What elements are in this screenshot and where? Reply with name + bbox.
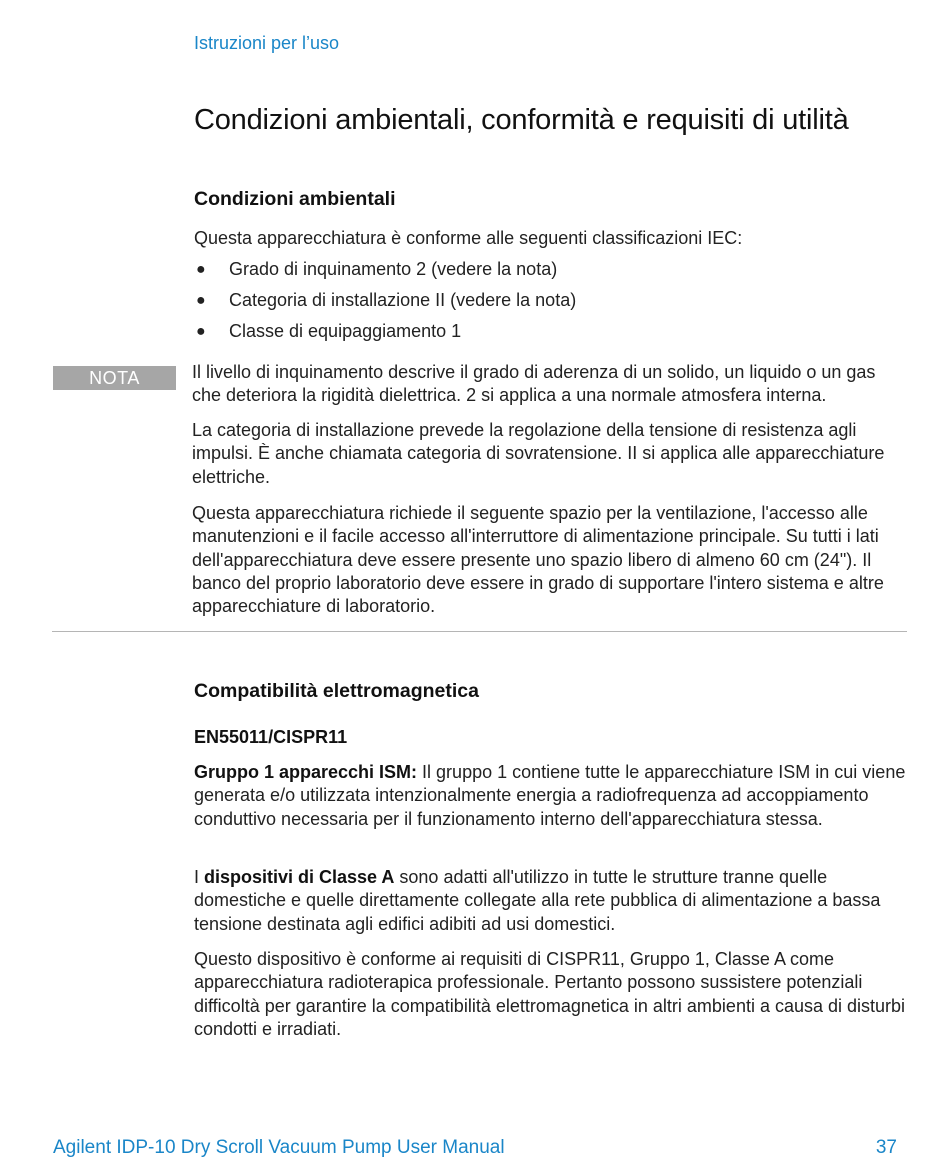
list-item [194,285,909,316]
emc-text: Questo dispositivo è conforme ai requisiti di CISPR11, Gruppo 1, Classe A come apparecchiatura radioterapica professionale. Pertanto possono sussistere potenziali difficoltà per garantire la compatibilità elettromagnetica in altri ambienti a causa di disturbi condotti e irradiati. [194,949,906,1039]
emc-paragraph-1 [194,761,909,831]
list-item [194,254,909,285]
bullet-icon: ● [196,261,206,278]
environment-intro: Questa apparecchiatura è conforme alle seguenti classificazioni IEC: [194,228,743,248]
environment-body [194,227,909,250]
list-item [194,316,909,347]
note-paragraph-2 [192,419,908,489]
bullet-text: Classe di equipaggiamento 1 [229,321,462,341]
emc-text [194,866,909,936]
emc-text [194,761,909,831]
note-label: NOTA [53,366,176,390]
section-divider [52,631,907,632]
page-title: Condizioni ambientali, conformità e requisiti di utilità [194,104,849,136]
bullet-text: Categoria di installazione II (vedere la nota) [229,290,577,310]
bullet-icon: ● [196,292,206,309]
emc-paragraph-3 [194,948,909,1041]
note-text: Questa apparecchiatura richiede il seguente spazio per la ventilazione, l'accesso alle manutenzioni e il facile accesso all'interruttore di alimentazione principale. Su tutti i lati dell'apparecchiatura deve essere presente uno spazio libero di almeno 60 cm (24"). Il banco del proprio laboratorio deve essere in grado di supportare l'intero sistema e altre apparecchiature di laboratorio. [192,503,884,617]
emc-subheading: EN55011/CISPR11 [194,727,348,747]
emc-heading: Compatibilità elettromagnetica [194,680,479,702]
emc-standard [194,727,909,748]
environment-bullets [194,254,909,347]
page-number: 37 [875,1137,897,1158]
bullet-icon: ● [196,323,206,340]
emc-term: Gruppo 1 apparecchi ISM: [194,762,418,782]
running-head: Istruzioni per l’uso [194,33,340,53]
bullet-list [194,254,909,347]
note-text: La categoria di installazione prevede la regolazione della tensione di resistenza agli impulsi. È anche chiamata categoria di sovratensione. II si applica alle apparecchiature elettriche. [192,420,885,487]
environment-section [194,188,909,211]
emc-description: sono adatti all'utilizzo in tutte le strutture tranne quelle domestiche e quelle direttamente collegate alla rete pubblica di alimentazione a bassa tensione destinata agli edifici adibiti ad usi domestici. [194,867,881,934]
footer-manual-title: Agilent IDP-10 Dry Scroll Vacuum Pump User Manual [53,1137,505,1158]
note-paragraph-1 [192,361,908,408]
emc-prefix: I [194,867,205,887]
emc-section [194,680,909,703]
note-text: Il livello di inquinamento descrive il grado di aderenza di un solido, un liquido o un gas che deteriora la rigidità dielettrica. 2 si applica a una normale atmosfera interna. [192,362,876,406]
bullet-text: Grado di inquinamento 2 (vedere la nota) [229,259,558,279]
emc-paragraph-2 [194,866,909,936]
emc-description: Il gruppo 1 contiene tutte le apparecchiature ISM in cui viene generata e/o utilizzata intenzionalmente energia a radiofrequenza ad accoppiamento conduttivo necessaria per il funzionamento interno dell'apparecchiatura stessa. [194,762,906,829]
environment-heading: Condizioni ambientali [194,188,396,210]
note-paragraph-3 [192,502,908,618]
emc-term: dispositivi di Classe A [204,867,395,887]
